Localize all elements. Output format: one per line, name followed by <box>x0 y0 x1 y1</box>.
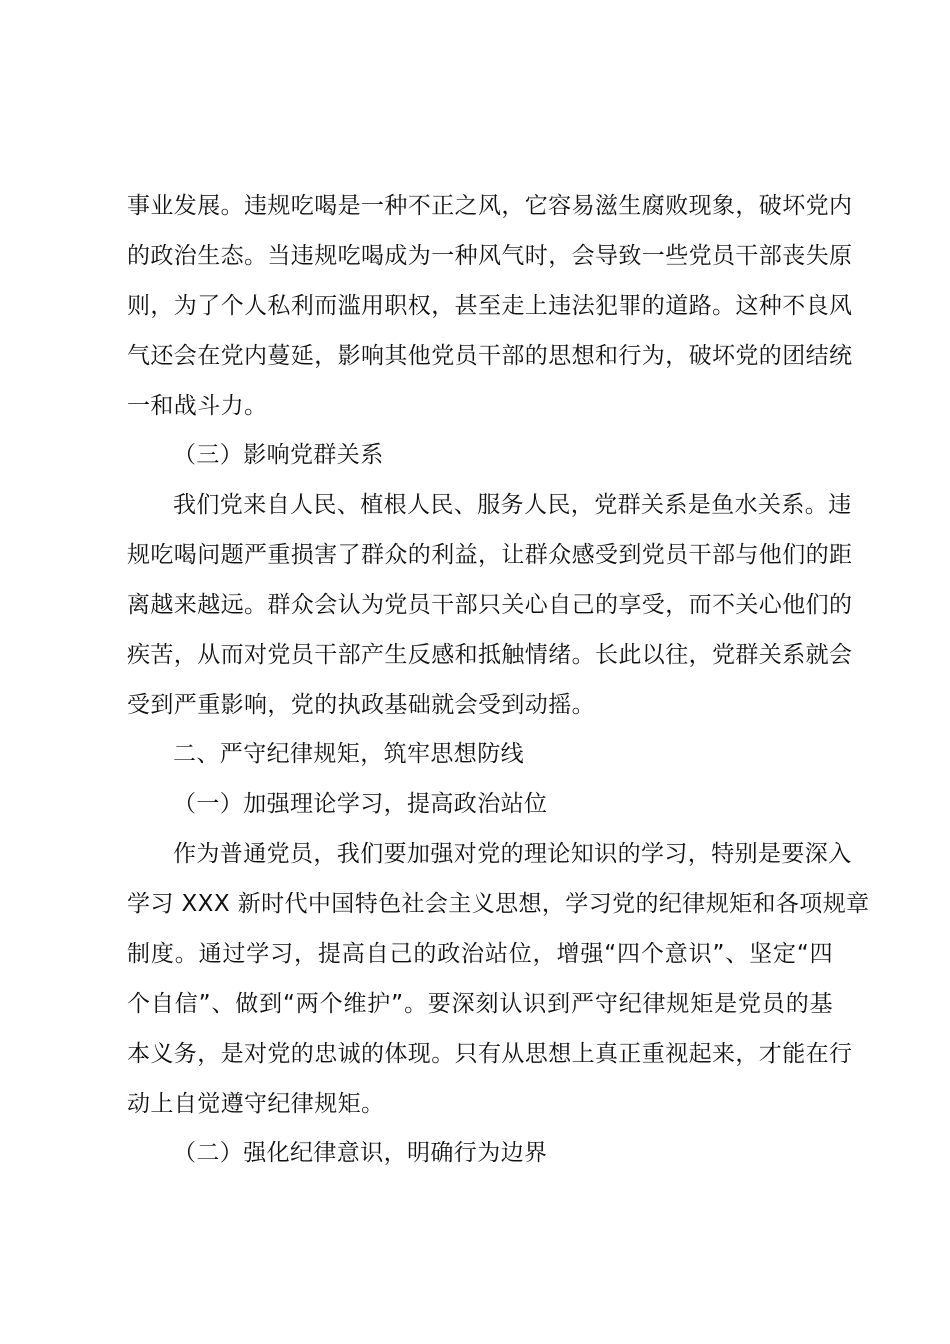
subsection-heading: （三）影响党群关系 <box>173 442 384 468</box>
subsection-heading: （二）强化纪律意识，明确行为边界 <box>173 1140 548 1166</box>
paragraph-line: 事业发展。违规吃喝是一种不正之风，它容易滋生腐败现象，破坏党内 <box>127 193 853 219</box>
paragraph-line: 离越来越远。群众会认为党员干部只关心自己的享受，而不关心他们的 <box>127 592 853 618</box>
paragraph-line: 学习 XXX 新时代中国特色社会主义思想，学习党的纪律规矩和各项规章 <box>127 891 870 917</box>
paragraph-line: 作为普通党员，我们要加强对党的理论知识的学习，特别是要深入 <box>173 841 852 867</box>
section-heading: 二、严守纪律规矩，筑牢思想防线 <box>173 741 524 767</box>
paragraph-line: 的政治生态。当违规吃喝成为一种风气时，会导致一些党员干部丧失原 <box>127 243 853 269</box>
paragraph-line: 规吃喝问题严重损害了群众的利益，让群众感受到党员干部与他们的距 <box>127 542 853 568</box>
subsection-heading: （一）加强理论学习，提高政治站位 <box>173 791 548 817</box>
paragraph-line: 我们党来自人民、植根人民、服务人民，党群关系是鱼水关系。违 <box>173 492 852 518</box>
paragraph-line: 制度。通过学习，提高自己的政治站位，增强“四个意识”、坚定“四 <box>127 941 833 967</box>
paragraph-line: 疾苦，从而对党员干部产生反感和抵触情绪。长此以往，党群关系就会 <box>127 642 853 668</box>
paragraph-line: 受到严重影响，党的执政基础就会受到动摇。 <box>127 692 595 718</box>
paragraph-line: 本义务，是对党的忠诚的体现。只有从思想上真正重视起来，才能在行 <box>127 1041 853 1067</box>
paragraph-line: 动上自觉遵守纪律规矩。 <box>127 1091 385 1117</box>
paragraph-line: 气还会在党内蔓延，影响其他党员干部的思想和行为，破坏党的团结统 <box>127 343 853 369</box>
paragraph-line: 则，为了个人私利而滥用职权，甚至走上违法犯罪的道路。这种不良风 <box>127 293 853 319</box>
paragraph-line: 一和战斗力。 <box>127 393 268 419</box>
paragraph-line: 个自信”、做到“两个维护”。要深刻认识到严守纪律规矩是党员的基 <box>127 991 833 1017</box>
